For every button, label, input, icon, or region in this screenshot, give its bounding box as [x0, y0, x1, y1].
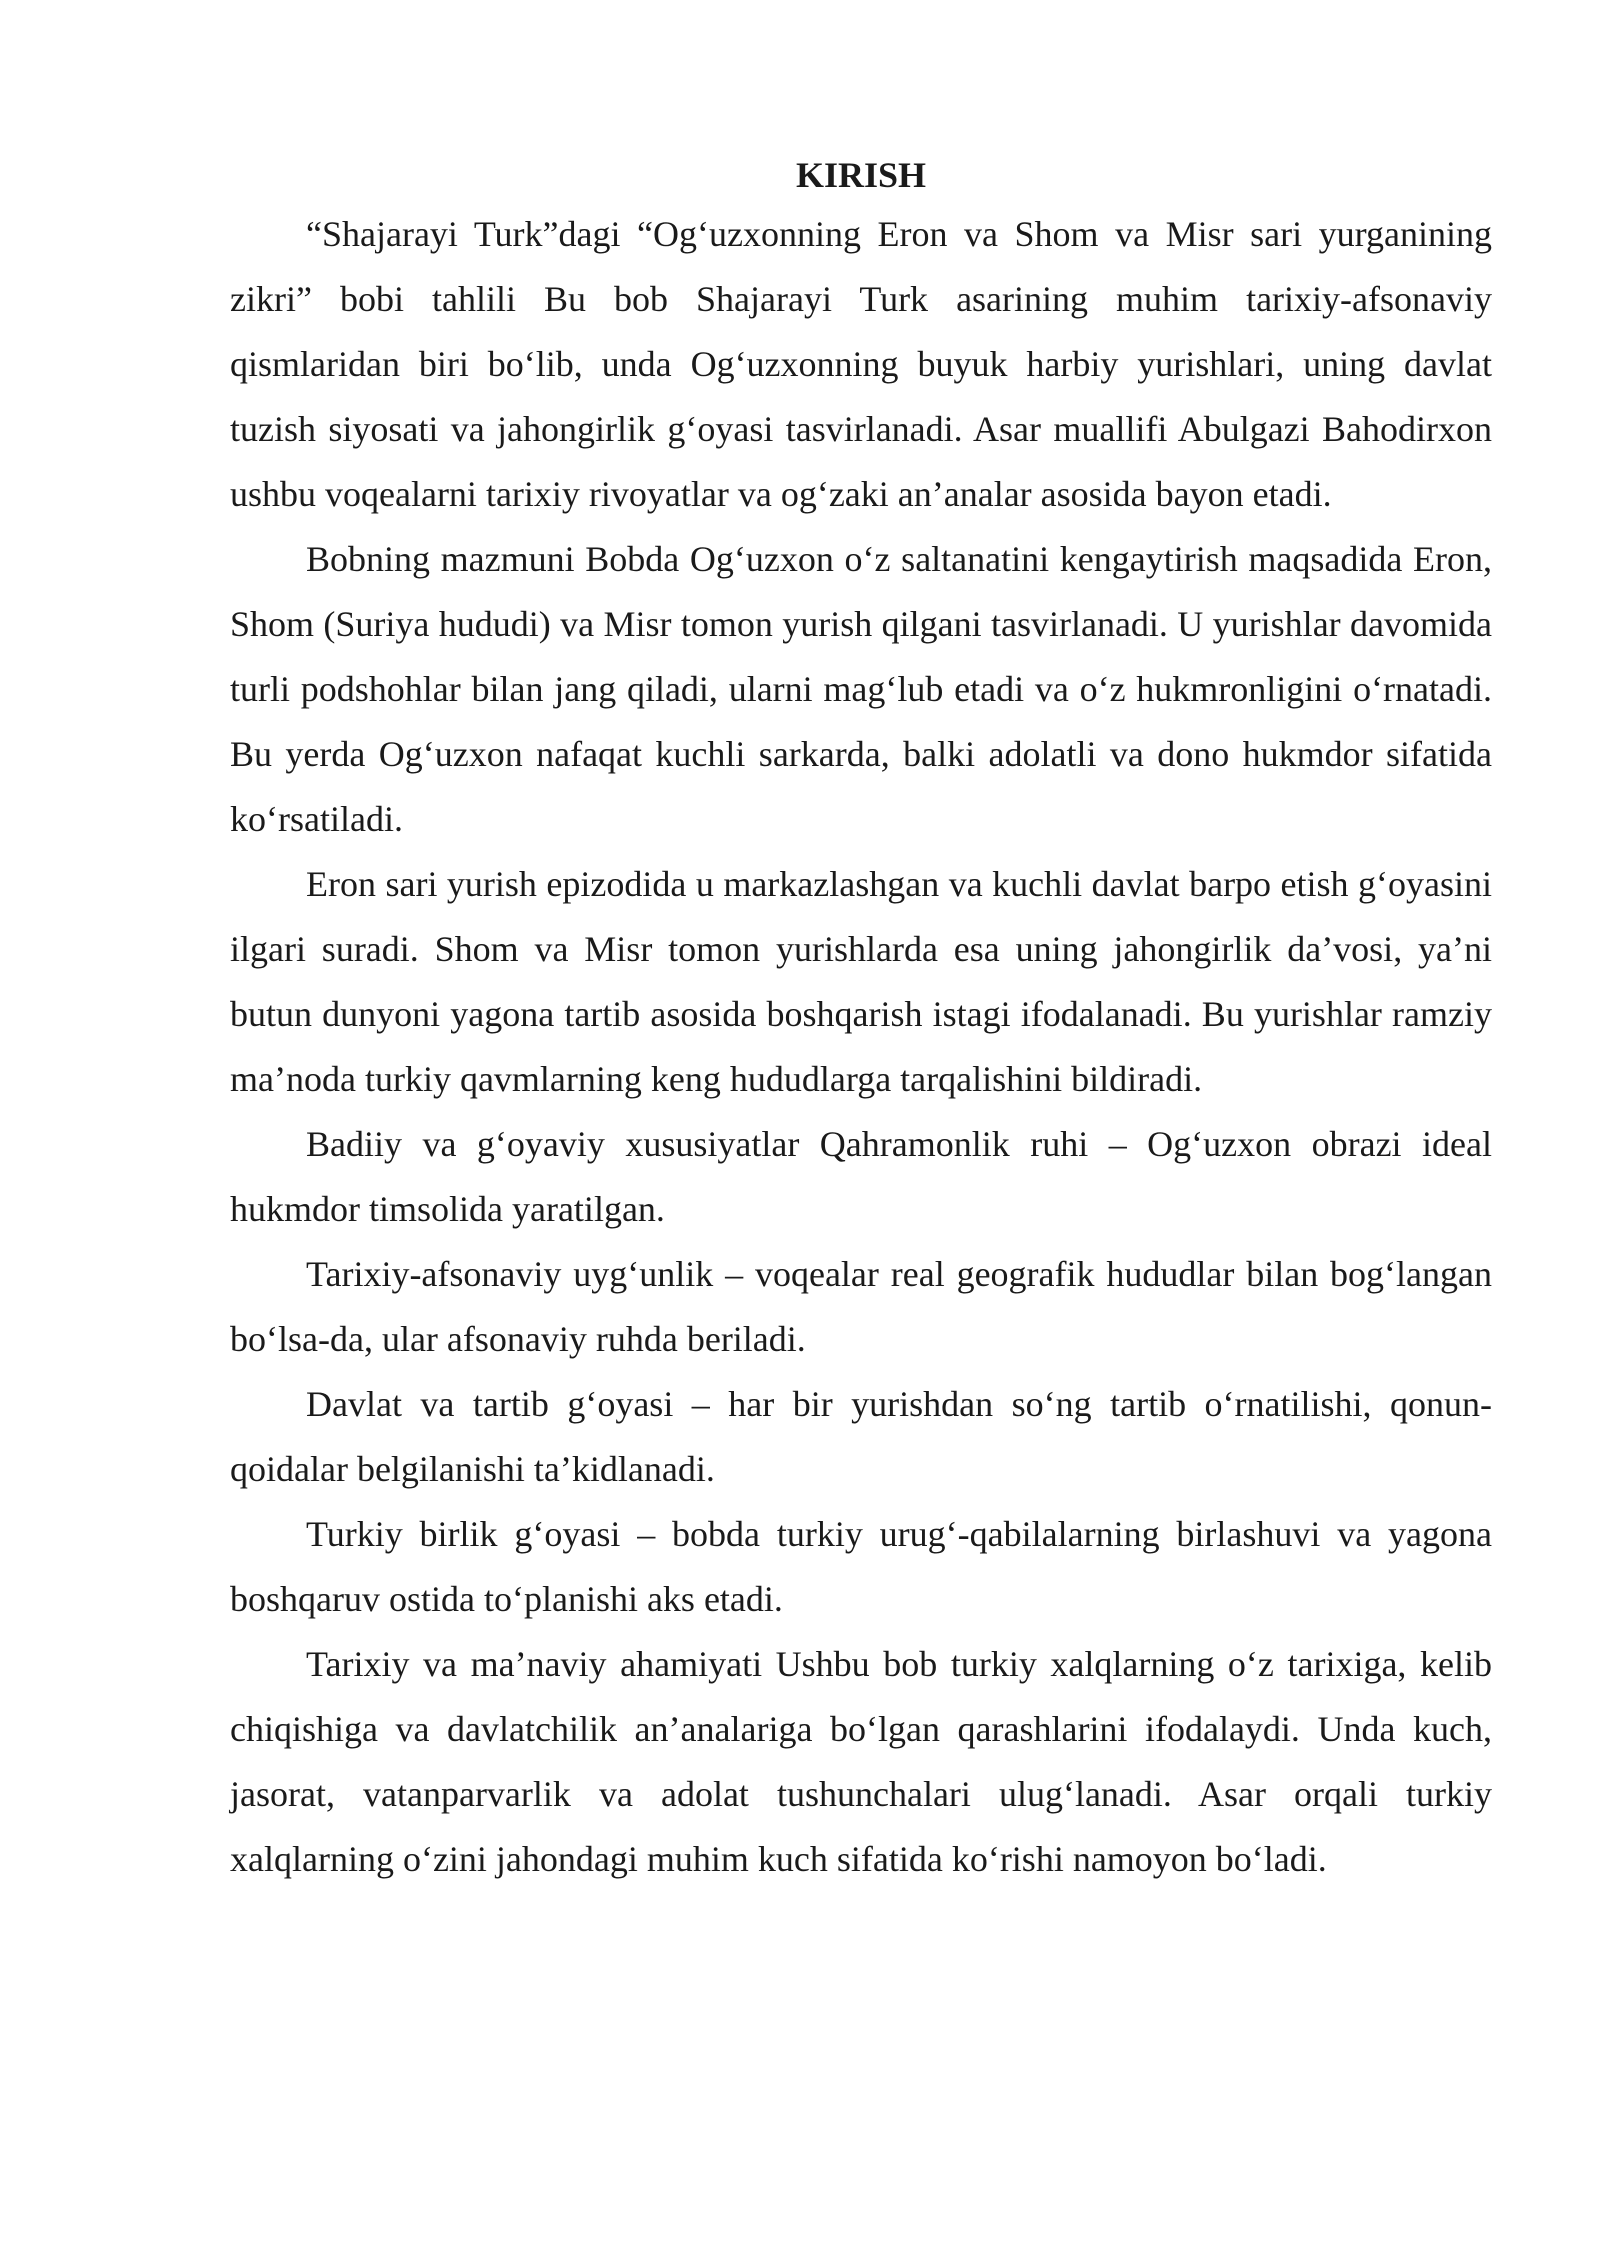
page-title: KIRISH — [795, 155, 927, 195]
paragraph-historical-legendary: Tarixiy-afsonaviy uyg‘unlik – voqealar real geografik hududlar bilan bog‘langan bo‘lsa-da, ular afsonaviy ruhda beriladi. — [230, 1254, 1492, 1359]
paragraph-chapter-content: Bobning mazmuni Bobda Og‘uzxon o‘z saltanatini kengaytirish maqsadida Eron, Shom (Suriya hududi) va Misr tomon yurish qilgani tasvirlanadi. U yurishlar davomida turli podshohlar bilan jang qiladi, ularni mag‘lub etadi va o‘z hukmronligini o‘rnatadi. Bu yerda Og‘uzxon nafaqat kuchli sarkarda, balki adolatli va dono hukmdor sifatida ko‘rsatiladi. — [230, 539, 1492, 839]
paragraph-state-order: Davlat va tartib g‘oyasi – har bir yurishdan so‘ng tartib o‘rnatilishi, qonun-qoidalar belgilanishi ta’kidlanadi. — [230, 1384, 1492, 1489]
paragraph-intro: “Shajarayi Turk”dagi “Og‘uzxonning Eron va Shom va Misr sari yurganining zikri” bobi tahlili Bu bob Shajarayi Turk asarining muhim tarixiy-afsonaviy qismlaridan biri bo‘lib, unda Og‘uzxonning buyuk harbiy yurishlari, uning davlat tuzish siyosati va jahongirlik g‘oyasi tasvirlanadi. Asar muallifi Abulgazi Bahodirxon ushbu voqealarni tarixiy rivoyatlar va og‘zaki an’analar asosida bayon etadi. — [230, 214, 1492, 514]
paragraph-campaign-iran: Eron sari yurish epizodida u markazlashgan va kuchli davlat barpo etish g‘oyasini ilgari suradi. Shom va Misr tomon yurishlarda esa uning jahongirlik da’vosi, ya’ni butun dunyoni yagona tartib asosida boshqarish istagi ifodalanadi. Bu yurishlar ramziy ma’noda turkiy qavmlarning keng hududlarga tarqalishini bildiradi. — [230, 864, 1492, 1099]
document-body — [230, 148, 1492, 1892]
paragraph-heroic-spirit: Badiiy va g‘oyaviy xususiyatlar Qahramonlik ruhi – Og‘uzxon obrazi ideal hukmdor timsolida yaratilgan. — [230, 1124, 1492, 1229]
paragraph-significance: Tarixiy va ma’naviy ahamiyati Ushbu bob turkiy xalqlarning o‘z tarixiga, kelib chiqishiga va davlatchilik an’analariga bo‘lgan qarashlarini ifodalaydi. Unda kuch, jasorat, vatanparvarlik va adolat tushunchalari ulug‘lanadi. Asar orqali turkiy xalqlarning o‘zini jahondagi muhim kuch sifatida ko‘rishi namoyon bo‘ladi. — [230, 1644, 1492, 1879]
paragraph-turkic-unity: Turkiy birlik g‘oyasi – bobda turkiy urug‘-qabilalarning birlashuvi va yagona boshqaruv ostida to‘planishi aks etadi. — [230, 1514, 1492, 1619]
